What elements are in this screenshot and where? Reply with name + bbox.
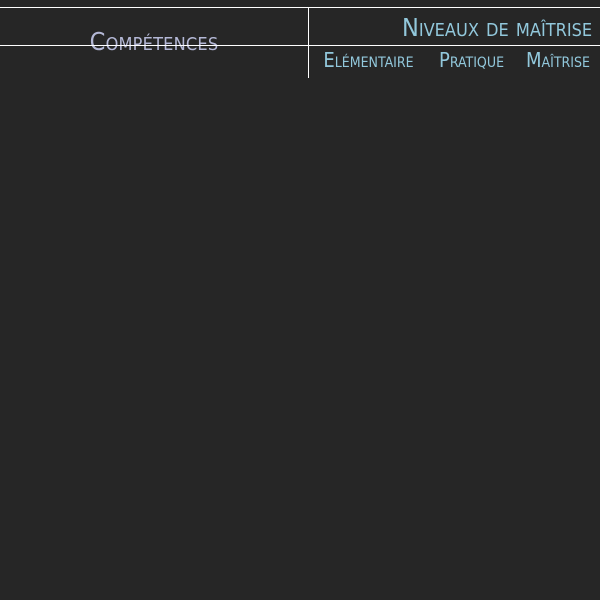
header-competences: Compétences xyxy=(89,26,219,56)
header-niveaux: Niveaux de maîtrise xyxy=(402,12,593,42)
level-maitrise: Maîtrise xyxy=(526,48,590,72)
level-pratique: Pratique xyxy=(438,48,505,72)
header-divider xyxy=(308,7,309,78)
row-divider xyxy=(0,7,600,8)
level-elementaire: Elémentaire xyxy=(323,48,414,72)
row-divider xyxy=(0,45,600,46)
